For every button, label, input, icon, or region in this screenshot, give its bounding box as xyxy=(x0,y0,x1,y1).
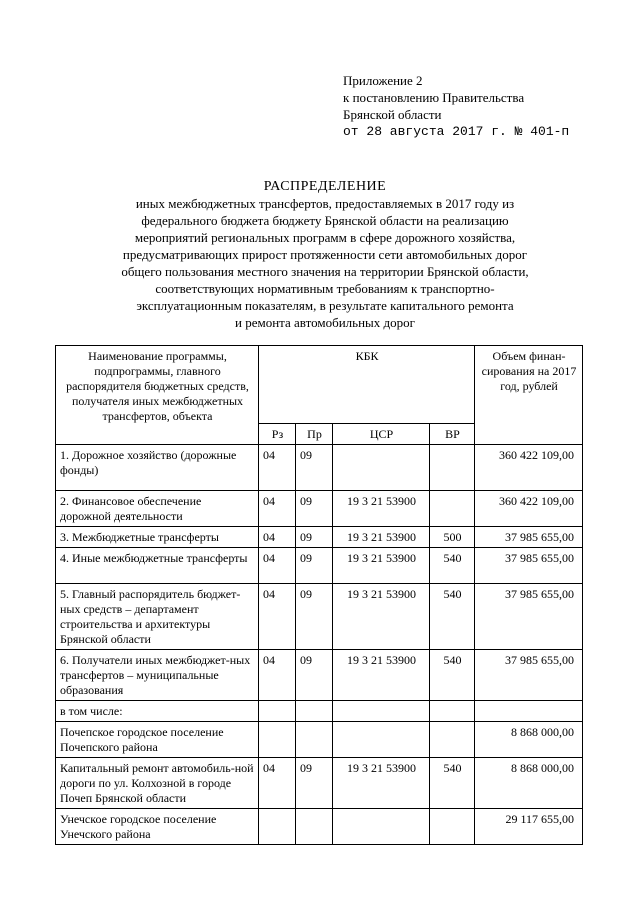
table-row xyxy=(56,650,583,701)
header-kbk-cell: КБК xyxy=(259,346,475,424)
title-line: общего пользования местного значения на территории Брянской области, xyxy=(121,264,529,279)
header-csr-cell: ЦСР xyxy=(333,424,430,445)
row-amount: 360 422 109,00 xyxy=(475,491,583,527)
row-pr: 09 xyxy=(296,584,333,650)
row-csr: 19 3 21 53900 xyxy=(333,548,430,584)
row-pr: 09 xyxy=(296,650,333,701)
row-amount: 8 868 000,00 xyxy=(475,722,583,758)
row-amount: 360 422 109,00 xyxy=(475,445,583,491)
row-amount: 37 985 655,00 xyxy=(475,527,583,548)
row-pr: 09 xyxy=(296,758,333,809)
appendix-block xyxy=(343,72,569,140)
row-amount: 37 985 655,00 xyxy=(475,548,583,584)
row-pr: 09 xyxy=(296,445,333,491)
row-csr: 19 3 21 53900 xyxy=(333,584,430,650)
row-rz: 04 xyxy=(259,491,296,527)
title-line: и ремонта автомобильных дорог xyxy=(235,315,415,330)
title-line: эксплуатационным показателям, в результате капитального ремонта xyxy=(136,298,514,313)
row-rz: 04 xyxy=(259,445,296,491)
row-amount xyxy=(475,701,583,722)
row-pr xyxy=(296,809,333,845)
title-line: федерального бюджета бюджету Брянской области на реализацию xyxy=(141,213,509,228)
row-name: 5. Главный распорядитель бюджет-ных средств – департамент строительства и архитектуры Брянской области xyxy=(56,584,259,650)
header-vr-cell: ВР xyxy=(430,424,475,445)
row-vr: 540 xyxy=(430,584,475,650)
row-csr xyxy=(333,809,430,845)
row-amount: 37 985 655,00 xyxy=(475,650,583,701)
row-rz: 04 xyxy=(259,650,296,701)
header-amount-cell: Объем финан-сирования на 2017 год, рублей xyxy=(475,346,583,445)
row-vr xyxy=(430,722,475,758)
title-heading: РАСПРЕДЕЛЕНИЕ xyxy=(263,179,387,194)
row-pr xyxy=(296,722,333,758)
row-rz: 04 xyxy=(259,584,296,650)
title-line: соответствующих нормативным требованиям к транспортно- xyxy=(155,281,495,296)
row-vr: 540 xyxy=(430,650,475,701)
row-csr xyxy=(333,445,430,491)
row-name: 1. Дорожное хозяйство (дорожные фонды) xyxy=(56,445,259,491)
table-row xyxy=(56,809,583,845)
title-line: иных межбюджетных трансфертов, предоставляемых в 2017 году из xyxy=(135,196,515,211)
table-row xyxy=(56,584,583,650)
row-vr: 540 xyxy=(430,548,475,584)
title-line: мероприятий региональных программ в сфере дорожного хозяйства, xyxy=(134,230,516,245)
row-csr: 19 3 21 53900 xyxy=(333,491,430,527)
row-rz xyxy=(259,722,296,758)
row-csr xyxy=(333,701,430,722)
row-name: 6. Получатели иных межбюджет-ных трансфертов – муниципальные образования xyxy=(56,650,259,701)
title-line: предусматривающих прирост протяженности сети автомобильных дорог xyxy=(122,247,528,262)
row-csr: 19 3 21 53900 xyxy=(333,758,430,809)
table-row xyxy=(56,527,583,548)
header-name-cell: Наименование программы, подпрограммы, главного распорядителя бюджетных средств, получателя иных межбюджетных трансфертов, объекта xyxy=(56,346,259,445)
row-pr: 09 xyxy=(296,548,333,584)
row-amount: 8 868 000,00 xyxy=(475,758,583,809)
row-name: Капитальный ремонт автомобиль-ной дороги по ул. Колхозной в городе Почеп Брянской области xyxy=(56,758,259,809)
row-vr xyxy=(430,491,475,527)
table-row xyxy=(56,445,583,491)
row-rz xyxy=(259,809,296,845)
row-name: в том числе: xyxy=(56,701,259,722)
row-vr xyxy=(430,701,475,722)
table-row xyxy=(56,722,583,758)
row-csr: 19 3 21 53900 xyxy=(333,527,430,548)
row-name: Унечское городское поселение Унечского района xyxy=(56,809,259,845)
row-vr: 500 xyxy=(430,527,475,548)
row-rz: 04 xyxy=(259,758,296,809)
distribution-table xyxy=(55,345,583,845)
table-row xyxy=(56,548,583,584)
row-pr: 09 xyxy=(296,491,333,527)
row-name: Почепское городское поселение Почепского района xyxy=(56,722,259,758)
appendix-line-3: Брянской области xyxy=(343,107,442,122)
row-name: 4. Иные межбюджетные трансферты xyxy=(56,548,259,584)
row-rz: 04 xyxy=(259,527,296,548)
row-rz: 04 xyxy=(259,548,296,584)
header-pr-cell: Пр xyxy=(296,424,333,445)
row-vr xyxy=(430,809,475,845)
appendix-line-1: Приложение 2 xyxy=(343,73,423,88)
row-csr xyxy=(333,722,430,758)
row-vr: 540 xyxy=(430,758,475,809)
row-amount: 29 117 655,00 xyxy=(475,809,583,845)
appendix-line-2: к постановлению Правительства xyxy=(343,90,525,105)
row-rz xyxy=(259,701,296,722)
row-pr: 09 xyxy=(296,527,333,548)
header-rz-cell: Рз xyxy=(259,424,296,445)
row-name: 3. Межбюджетные трансферты xyxy=(56,527,259,548)
row-pr xyxy=(296,701,333,722)
appendix-date-line: от 28 августа 2017 г. № 401-п xyxy=(343,124,570,139)
table-row xyxy=(56,491,583,527)
table-header-row xyxy=(56,346,583,424)
document-title xyxy=(60,178,590,331)
row-amount: 37 985 655,00 xyxy=(475,584,583,650)
row-vr xyxy=(430,445,475,491)
row-csr: 19 3 21 53900 xyxy=(333,650,430,701)
row-name: 2. Финансовое обеспечение дорожной деятельности xyxy=(56,491,259,527)
table-row xyxy=(56,758,583,809)
table-row xyxy=(56,701,583,722)
